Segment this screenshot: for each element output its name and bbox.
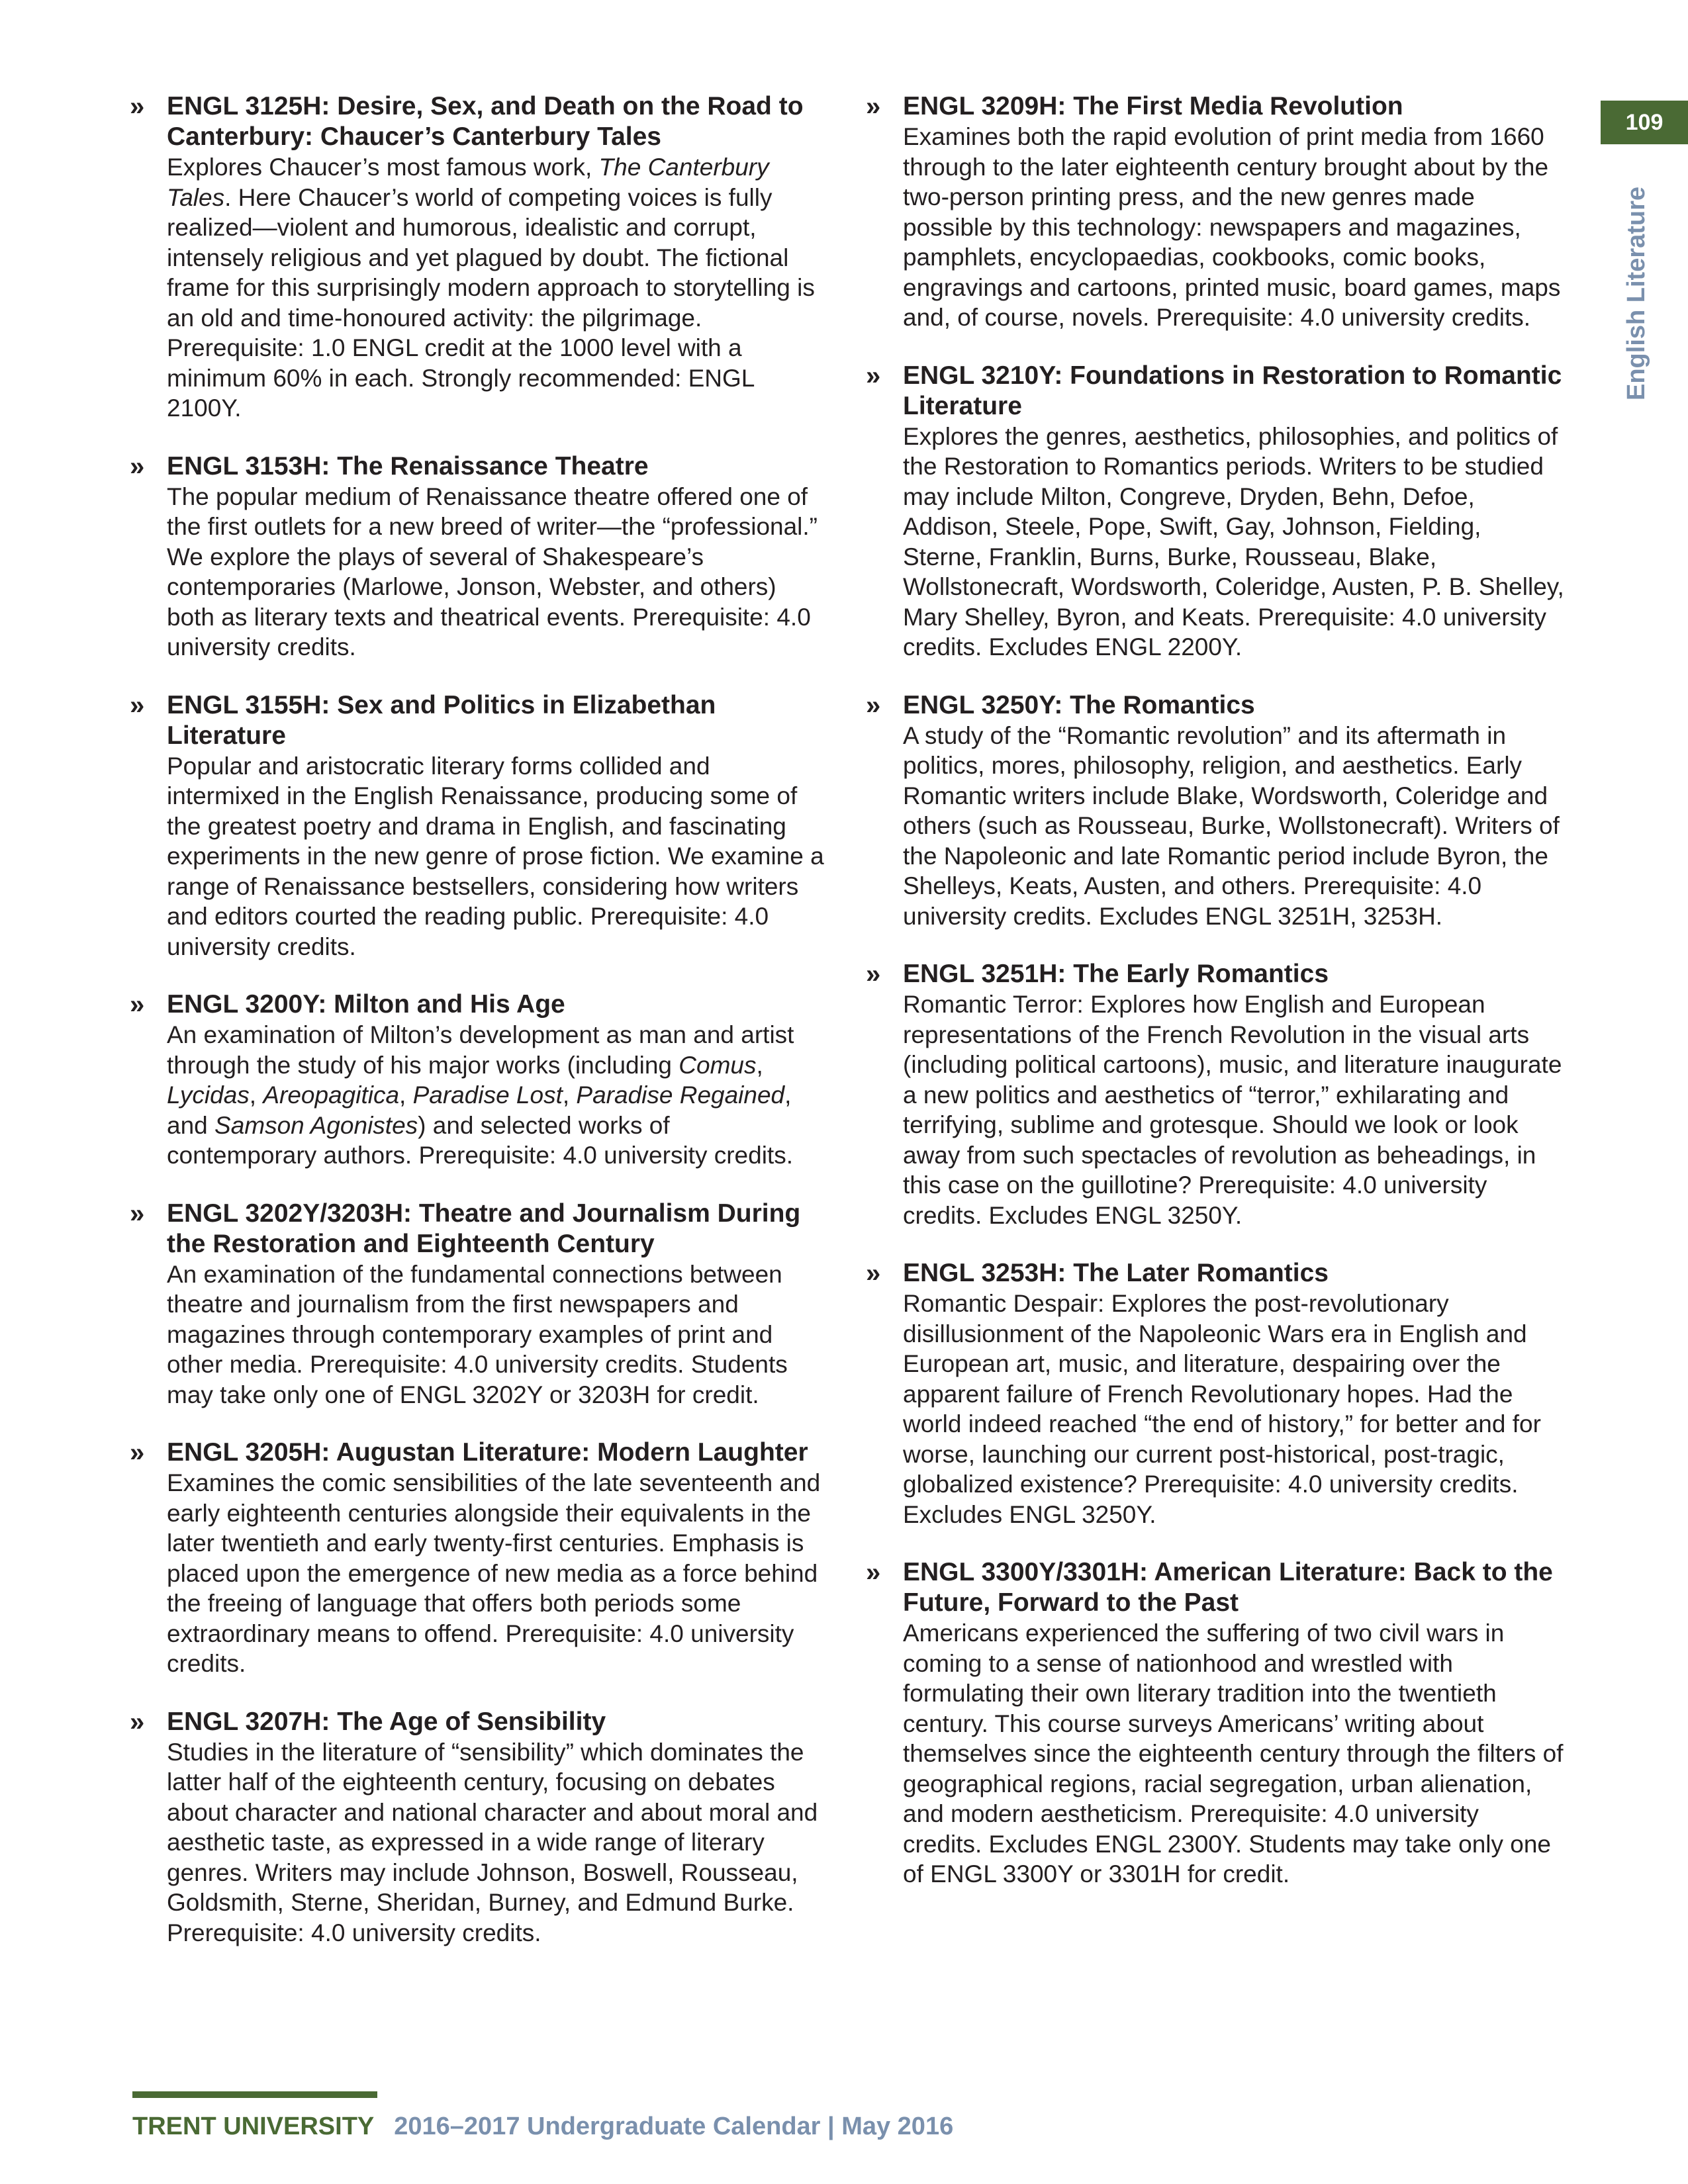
course-description: An examination of the fundamental connections between theatre and journalism from the first newspapers and magazines through contemporary examples of print and other media. Prerequisite: 4.0 university credits. Students may take only one of ENGL 3202Y or 3203H for credit. bbox=[167, 1260, 788, 1408]
course-entry bbox=[866, 1557, 1564, 1889]
bullet-marker: » bbox=[130, 1199, 145, 1228]
desc-text: Explores Chaucer’s most famous work, bbox=[167, 154, 599, 181]
footer-university: TRENT UNIVERSITY bbox=[132, 2113, 375, 2140]
course-description: Examines both the rapid evolution of print media from 1660 through to the later eighteenth century brought about by the two-person printing press, and the new genres made possible by this technology: newspapers and magazines, pamphlets, encyclopaedias, cookbooks, comic books, engravings and cartoons, printed music, board games, maps and, of course, novels. Prerequisite: 4.0 university credits. bbox=[903, 123, 1561, 331]
bullet-marker: » bbox=[866, 690, 881, 720]
italic-work-title: Paradise Lost bbox=[412, 1081, 563, 1109]
bullet-marker: » bbox=[130, 990, 145, 1019]
course-title: ENGL 3209H: The First Media Revolution bbox=[903, 92, 1403, 120]
section-label-text: English Literature bbox=[1622, 186, 1650, 400]
course-entry bbox=[130, 1199, 825, 1410]
italic-work-title: Areopagitica bbox=[263, 1081, 400, 1109]
bullet-marker: » bbox=[130, 1707, 145, 1737]
course-title: ENGL 3300Y/3301H: American Literature: Back to the Future, Forward to the Past bbox=[903, 1558, 1553, 1617]
separator: , bbox=[756, 1051, 763, 1079]
course-entry bbox=[866, 1258, 1564, 1529]
course-title: ENGL 3153H: The Renaissance Theatre bbox=[167, 451, 649, 480]
course-description: Romantic Terror: Explores how English and European representations of the French Revolution in the visual arts (including political cartoons), music, and literature inaugurate a new politics and aesthetics of “terror,” exhilarating and terrifying, sublime and grotesque. Should we look or look away from such spectacles of revolution as beheadings, in this case on the guillotine? Prerequisite: 4.0 university credits. Excludes ENGL 3250Y. bbox=[903, 991, 1562, 1229]
bullet-marker: » bbox=[130, 451, 145, 481]
course-title: ENGL 3250Y: The Romantics bbox=[903, 690, 1255, 719]
bullet-marker: » bbox=[866, 1259, 881, 1288]
course-title: ENGL 3200Y: Milton and His Age bbox=[167, 990, 565, 1019]
footer-rule bbox=[132, 2091, 377, 2098]
course-entry bbox=[130, 1707, 825, 1948]
course-description: Romantic Despair: Explores the post-revolutionary disillusionment of the Napoleonic Wars era in English and European art, music, and literature, despairing over the apparent failure of French Revolutionary hopes. Had the world indeed reached “the end of history,” for better and for worse, launching our current post-historical, post-tragic, globalized existence? Prerequisite: 4.0 university credits. Excludes ENGL 3250Y. bbox=[903, 1290, 1541, 1528]
course-entry bbox=[866, 959, 1564, 1230]
separator: , bbox=[249, 1081, 263, 1109]
bullet-marker: » bbox=[866, 960, 881, 989]
course-description: The popular medium of Renaissance theatre offered one of the first outlets for a new breed of writer—the “professional.” We explore the plays of several of Shakespeare’s contemporaries (Marlowe, Jonson, Webster, and others) both as literary texts and theatrical events. Prerequisite: 4.0 university credits. bbox=[167, 482, 818, 660]
course-title: ENGL 3251H: The Early Romantics bbox=[903, 960, 1329, 988]
separator: , bbox=[399, 1081, 413, 1109]
course-title: ENGL 3205H: Augustan Literature: Modern Laughter bbox=[167, 1438, 808, 1467]
course-description: Explores the genres, aesthetics, philosophies, and politics of the Restoration to Romantics periods. Writers to be studied may include Milton, Congreve, Dryden, Behn, Defoe, Addison, Steele, Pope, Swift, Gay, Johnson, Fielding, Sterne, Franklin, Burns, Burke, Rousseau, Blake, Wollstonecraft, Wordsworth, Coleridge, Austen, P. B. Shelley, Mary Shelley, Byron, and Keats. Prerequisite: 4.0 university credits. Excludes ENGL 2200Y. bbox=[903, 422, 1564, 660]
bullet-marker: » bbox=[866, 361, 881, 390]
course-entry bbox=[130, 1437, 825, 1679]
desc-text: An examination of Milton’s development as man and artist through the study of his major works (including bbox=[167, 1021, 794, 1079]
course-description: Examines the comic sensibilities of the late seventeenth and early eighteenth centuries alongside their equivalents in the later twentieth and early twenty-first centuries. Emphasis is placed upon the emergence of new media as a force behind the freeing of language that offers both periods some extraordinary means to offend. Prerequisite: 4.0 university credits. bbox=[167, 1469, 821, 1677]
course-title: ENGL 3202Y/3203H: Theatre and Journalism During the Restoration and Eighteenth Century bbox=[167, 1199, 801, 1258]
bullet-marker: » bbox=[130, 1438, 145, 1467]
italic-work-title: Comus bbox=[679, 1051, 757, 1079]
page-number: 109 bbox=[1601, 101, 1688, 144]
desc-text: . Here Chaucer’s world of competing voices is fully realized—violent and humorous, idealistic and corrupt, intensely religious and yet plagued by doubt. The fictional frame for this surprisingly modern approach to storytelling is an old and time-honoured activity: the pilgrimage. Prerequisite: 1.0 ENGL credit at the 1000 level with a minimum 60% in each. Strongly recommended: ENGL 2100Y. bbox=[167, 183, 815, 422]
course-title: ENGL 3207H: The Age of Sensibility bbox=[167, 1707, 606, 1736]
course-title: ENGL 3253H: The Later Romantics bbox=[903, 1259, 1329, 1287]
course-description: Americans experienced the suffering of two civil wars in coming to a sense of nationhood and wrestled with formulating their own literary tradition into the twentieth century. This course surveys Americans’ writing about themselves since the eighteenth century through the filters of geographical regions, racial segregation, urban alienation, and modern aestheticism. Prerequisite: 4.0 university credits. Excludes ENGL 2300Y. Students may take only one of ENGL 3300Y or 3301H for credit. bbox=[903, 1619, 1564, 1888]
italic-work-title: Samson Agonistes bbox=[214, 1111, 418, 1139]
course-description: A study of the “Romantic revolution” and its aftermath in politics, mores, philosophy, religion, and aesthetics. Early Romantic writers include Blake, Wordsworth, Coleridge and others (such as Rousseau, Burke, Wollstonecraft). Writers of the Napoleonic and late Romantic period include Byron, the Shelleys, Keats, Austen, and others. Prerequisite: 4.0 university credits. Excludes ENGL 3251H, 3253H. bbox=[903, 721, 1560, 930]
separator: , bbox=[562, 1081, 577, 1109]
bullet-marker: » bbox=[866, 1558, 881, 1587]
course-title: ENGL 3125H: Desire, Sex, and Death on the Road to Canterbury: Chaucer’s Canterbury Tales bbox=[167, 92, 804, 151]
footer-calendar-title: 2016–2017 Undergraduate Calendar | May 2016 bbox=[394, 2113, 954, 2140]
course-title: ENGL 3155H: Sex and Politics in Elizabethan Literature bbox=[167, 690, 716, 750]
italic-work-title: Paradise Regained bbox=[576, 1081, 785, 1109]
footer bbox=[132, 2111, 953, 2142]
course-entry bbox=[130, 451, 825, 662]
course-description: Studies in the literature of “sensibility” which dominates the latter half of the eighteenth century, focusing on debates about character and national character and about moral and aesthetic taste, as expressed in a wide range of literary genres. Writers may include Johnson, Boswell, Rousseau, Goldsmith, Sterne, Sheridan, Burney, and Edmund Burke. Prerequisite: 4.0 university credits. bbox=[167, 1738, 818, 1946]
bullet-marker: » bbox=[130, 690, 145, 720]
desc-text: ) and selected works of contemporary authors. Prerequisite: 4.0 university credits. bbox=[167, 1111, 793, 1169]
separator: , and bbox=[167, 1081, 792, 1139]
left-column bbox=[130, 91, 825, 1976]
italic-work-title: The Canterbury Tales bbox=[167, 154, 769, 211]
right-column bbox=[866, 91, 1564, 1917]
course-entry bbox=[130, 989, 825, 1171]
course-entry bbox=[866, 91, 1564, 333]
course-title: ENGL 3210Y: Foundations in Restoration to Romantic Literature bbox=[903, 361, 1562, 420]
bullet-marker: » bbox=[866, 92, 881, 121]
course-entry bbox=[866, 690, 1564, 932]
course-description: Popular and aristocratic literary forms collided and intermixed in the English Renaissance, producing some of the greatest poetry and drama in English, and fascinating experiments in the new genre of prose fiction. We examine a range of Renaissance bestsellers, considering how writers and editors courted the reading public. Prerequisite: 4.0 university credits. bbox=[167, 752, 824, 960]
italic-work-title: Lycidas bbox=[167, 1081, 250, 1109]
course-description bbox=[167, 1020, 825, 1171]
course-entry bbox=[866, 361, 1564, 662]
course-entry bbox=[130, 91, 825, 424]
course-entry bbox=[130, 690, 825, 962]
course-description bbox=[167, 152, 825, 424]
bullet-marker: » bbox=[130, 92, 145, 121]
